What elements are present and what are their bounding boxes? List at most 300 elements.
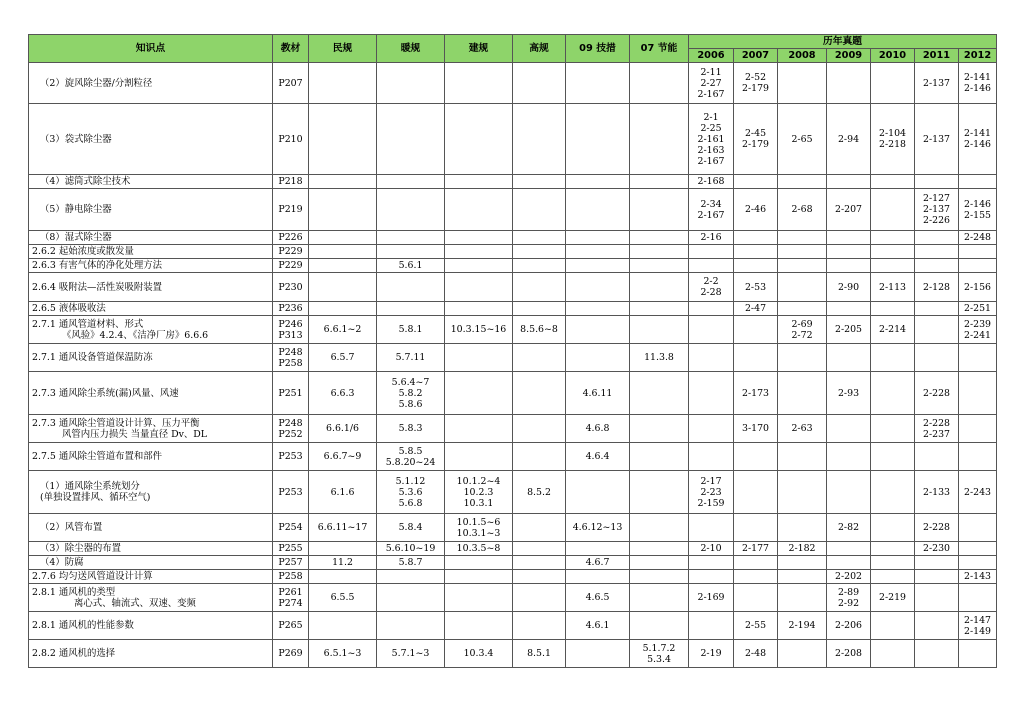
cell-line: 2.6.2 起始浓度或散发量 xyxy=(32,246,134,257)
year-2012-cell xyxy=(959,63,997,104)
year-2009-cell xyxy=(827,189,871,231)
year-2008-cell xyxy=(778,514,827,542)
cell-line: （4）防腐 xyxy=(40,557,84,568)
cell-line: （3）袋式除尘器 xyxy=(40,133,112,145)
year-2008-cell xyxy=(778,612,827,640)
table-row xyxy=(29,344,997,372)
year-2007-cell xyxy=(734,231,778,245)
jiangui-cell xyxy=(445,415,513,443)
cell-line: 5.6.8 xyxy=(398,497,423,509)
gaogui-cell xyxy=(513,245,566,259)
year-2012-cell xyxy=(959,570,997,584)
cell-line: 2-46 xyxy=(744,204,767,215)
cell-line: 2-137 xyxy=(922,204,951,215)
cell-line: 5.8.3 xyxy=(398,423,423,434)
cell-line: 离心式、轴流式、双速、变频 xyxy=(74,597,196,609)
year-2009-cell xyxy=(827,570,871,584)
jieneng07-cell xyxy=(630,302,689,316)
year-2008-cell xyxy=(778,104,827,175)
jiangui-cell xyxy=(445,316,513,344)
cell-line: 2-167 xyxy=(697,209,725,221)
year-2006-cell xyxy=(689,273,734,302)
cell-line: 2-34 xyxy=(700,198,722,210)
jiangui-cell xyxy=(445,640,513,668)
topic-cell xyxy=(29,443,273,471)
cell-line: 2-194 xyxy=(788,620,816,631)
cell-line: 5.3.4 xyxy=(647,653,671,665)
year-2010-cell xyxy=(871,443,915,471)
year-2009-cell xyxy=(827,640,871,668)
table-body xyxy=(29,63,997,668)
year-2007-cell xyxy=(734,443,778,471)
cell-line: 2-133 xyxy=(922,486,951,498)
col-header-year: 2006 xyxy=(689,49,734,63)
year-2011-cell xyxy=(915,189,959,231)
gaogui-cell xyxy=(513,514,566,542)
year-2007-cell xyxy=(734,471,778,514)
year-2011-cell xyxy=(915,259,959,273)
jicuo09-cell xyxy=(566,189,630,231)
textbook-cell xyxy=(273,443,309,471)
minggui-cell xyxy=(309,471,377,514)
jieneng07-cell xyxy=(630,316,689,344)
jieneng07-cell xyxy=(630,189,689,231)
cell-line: 2-65 xyxy=(791,133,813,145)
jieneng07-cell xyxy=(630,259,689,273)
col-header-gaogui: 高规 xyxy=(513,35,566,63)
col-header-textbook: 教材 xyxy=(273,35,309,63)
year-2006-cell xyxy=(689,344,734,372)
cell-line: 2-167 xyxy=(697,88,725,100)
year-2010-cell xyxy=(871,471,915,514)
year-2008-cell xyxy=(778,415,827,443)
year-2010-cell xyxy=(871,584,915,612)
cell-line: 2.8.1 通风机的性能参数 xyxy=(32,620,134,631)
cell-line: 2-228 xyxy=(922,522,951,533)
year-2010-cell xyxy=(871,231,915,245)
minggui-cell xyxy=(309,63,377,104)
year-2012-cell xyxy=(959,584,997,612)
year-2008-cell xyxy=(778,640,827,668)
year-2007-cell xyxy=(734,273,778,302)
year-2007-cell xyxy=(734,104,778,175)
cell-line: 2-47 xyxy=(744,303,767,314)
cell-line: 5.1.7.2 xyxy=(642,642,676,654)
topic-cell xyxy=(29,415,273,443)
cell-line: P226 xyxy=(278,232,303,243)
cell-line: 风管内压力损失 当量直径 Dv、DL xyxy=(62,428,208,440)
cell-line: P252 xyxy=(278,428,303,440)
nuangui-cell xyxy=(377,175,445,189)
year-2009-cell xyxy=(827,231,871,245)
gaogui-cell xyxy=(513,542,566,556)
year-2011-cell xyxy=(915,344,959,372)
cell-line: 2-92 xyxy=(837,597,860,609)
jiangui-cell xyxy=(445,231,513,245)
cell-line: 2-89 xyxy=(837,586,860,598)
year-2010-cell xyxy=(871,612,915,640)
year-2008-cell xyxy=(778,245,827,259)
year-2011-cell xyxy=(915,273,959,302)
jieneng07-cell xyxy=(630,231,689,245)
topic-cell xyxy=(29,584,273,612)
cell-line: 2-2 xyxy=(703,276,719,287)
cell-line: P229 xyxy=(278,260,303,271)
topic-cell xyxy=(29,612,273,640)
table-row xyxy=(29,259,997,273)
col-header-year: 2010 xyxy=(871,49,915,63)
cell-line: 2-218 xyxy=(878,139,907,150)
cell-line: 2-241 xyxy=(964,329,992,341)
cell-line: 2-167 xyxy=(697,155,725,167)
year-2010-cell xyxy=(871,259,915,273)
minggui-cell xyxy=(309,443,377,471)
cell-line: 5.1.12 xyxy=(395,475,426,487)
jiangui-cell xyxy=(445,556,513,570)
year-2012-cell xyxy=(959,415,997,443)
year-2008-cell xyxy=(778,302,827,316)
cell-line: 2-143 xyxy=(964,571,992,582)
cell-line: P230 xyxy=(278,281,303,293)
cell-line: 2-239 xyxy=(964,318,992,330)
cell-line: 2-149 xyxy=(964,625,992,637)
cell-line: 《风验》4.2.4、《洁净厂房》6.6.6 xyxy=(62,329,209,341)
table-row xyxy=(29,584,997,612)
year-2007-cell xyxy=(734,542,778,556)
gaogui-cell xyxy=(513,471,566,514)
cell-line: P253 xyxy=(278,486,303,498)
jiangui-cell xyxy=(445,175,513,189)
year-2007-cell xyxy=(734,63,778,104)
textbook-cell xyxy=(273,514,309,542)
jicuo09-cell xyxy=(566,640,630,668)
col-header-jieneng07: 07 节能 xyxy=(630,35,689,63)
cell-line: 2-159 xyxy=(697,497,725,509)
year-2007-cell xyxy=(734,175,778,189)
year-2006-cell xyxy=(689,259,734,273)
cell-line: P210 xyxy=(278,133,303,145)
gaogui-cell xyxy=(513,372,566,415)
cell-line: 5.8.2 xyxy=(398,387,423,399)
nuangui-cell xyxy=(377,570,445,584)
cell-line: 2-141 xyxy=(964,128,992,139)
topic-cell xyxy=(29,344,273,372)
table-row xyxy=(29,471,997,514)
cell-line: P255 xyxy=(278,543,303,554)
cell-line: 5.6.4~7 xyxy=(391,376,430,388)
year-2009-cell xyxy=(827,471,871,514)
cell-line: 2-25 xyxy=(700,122,722,134)
year-2007-cell xyxy=(734,316,778,344)
textbook-cell xyxy=(273,570,309,584)
year-2010-cell xyxy=(871,175,915,189)
col-header-year: 2009 xyxy=(827,49,871,63)
textbook-cell xyxy=(273,612,309,640)
year-2011-cell xyxy=(915,372,959,415)
gaogui-cell xyxy=(513,570,566,584)
jieneng07-cell xyxy=(630,175,689,189)
year-2008-cell xyxy=(778,259,827,273)
cell-line: P269 xyxy=(278,648,303,659)
jiangui-cell xyxy=(445,443,513,471)
year-2012-cell xyxy=(959,542,997,556)
cell-line: 5.8.20~24 xyxy=(385,456,436,468)
jiangui-cell xyxy=(445,612,513,640)
nuangui-cell xyxy=(377,612,445,640)
cell-line: 10.1.5~6 xyxy=(456,516,501,528)
year-2012-cell xyxy=(959,302,997,316)
cell-line: （2）旋风除尘器/分割粒径 xyxy=(40,77,153,89)
cell-line: 2-11 xyxy=(700,66,722,78)
cell-line: 2-230 xyxy=(922,543,951,554)
jiangui-cell xyxy=(445,344,513,372)
table-row xyxy=(29,273,997,302)
table-row xyxy=(29,542,997,556)
year-2010-cell xyxy=(871,316,915,344)
year-2012-cell xyxy=(959,514,997,542)
jicuo09-cell xyxy=(566,245,630,259)
year-2011-cell xyxy=(915,612,959,640)
topic-cell xyxy=(29,372,273,415)
minggui-cell xyxy=(309,415,377,443)
year-2010-cell xyxy=(871,514,915,542)
year-2012-cell xyxy=(959,104,997,175)
year-2007-cell xyxy=(734,415,778,443)
year-2010-cell xyxy=(871,415,915,443)
topic-cell xyxy=(29,570,273,584)
col-header-year: 2011 xyxy=(915,49,959,63)
cell-line: 2.7.1 通风设备管道保温防冻 xyxy=(32,352,153,363)
year-2012-cell xyxy=(959,344,997,372)
year-2007-cell xyxy=(734,245,778,259)
cell-line: 4.6.1 xyxy=(585,620,610,631)
year-2008-cell xyxy=(778,570,827,584)
jicuo09-cell xyxy=(566,104,630,175)
year-2007-cell xyxy=(734,640,778,668)
textbook-cell xyxy=(273,63,309,104)
gaogui-cell xyxy=(513,302,566,316)
topic-cell xyxy=(29,556,273,570)
jicuo09-cell xyxy=(566,556,630,570)
year-2008-cell xyxy=(778,189,827,231)
year-2007-cell xyxy=(734,189,778,231)
minggui-cell xyxy=(309,104,377,175)
cell-line: 2-94 xyxy=(837,133,860,145)
gaogui-cell xyxy=(513,273,566,302)
year-2006-cell xyxy=(689,612,734,640)
cell-line: 2-45 xyxy=(744,128,767,139)
table-row xyxy=(29,231,997,245)
jieneng07-cell xyxy=(630,344,689,372)
cell-line: 6.5.5 xyxy=(330,592,355,603)
nuangui-cell xyxy=(377,302,445,316)
cell-line: 2-214 xyxy=(878,324,907,335)
year-2011-cell xyxy=(915,302,959,316)
cell-line: 10.1.2~4 xyxy=(456,475,501,487)
cell-line: 10.3.5~8 xyxy=(456,543,501,554)
cell-line: P248 xyxy=(278,417,303,429)
year-2008-cell xyxy=(778,471,827,514)
table-row xyxy=(29,556,997,570)
cell-line: P265 xyxy=(278,620,303,631)
nuangui-cell xyxy=(377,471,445,514)
topic-cell xyxy=(29,63,273,104)
topic-cell xyxy=(29,104,273,175)
year-2007-cell xyxy=(734,556,778,570)
cell-line: 10.2.3 xyxy=(463,486,494,498)
year-2010-cell xyxy=(871,273,915,302)
jicuo09-cell xyxy=(566,514,630,542)
textbook-cell xyxy=(273,259,309,273)
cell-line: （3）除尘器的布置 xyxy=(40,543,121,554)
textbook-cell xyxy=(273,302,309,316)
jiangui-cell xyxy=(445,542,513,556)
jiangui-cell xyxy=(445,63,513,104)
textbook-cell xyxy=(273,344,309,372)
year-2007-cell xyxy=(734,584,778,612)
cell-line: 2-90 xyxy=(837,281,860,293)
minggui-cell xyxy=(309,344,377,372)
cell-line: 6.6.11~17 xyxy=(317,522,368,533)
cell-line: 2-155 xyxy=(964,209,992,221)
jiangui-cell xyxy=(445,245,513,259)
minggui-cell xyxy=(309,542,377,556)
cell-line: （8）湿式除尘器 xyxy=(40,232,112,243)
col-header-nuangui: 暖规 xyxy=(377,35,445,63)
cell-line: 2-23 xyxy=(700,486,722,498)
year-2010-cell xyxy=(871,63,915,104)
cell-line: P274 xyxy=(278,597,303,609)
cell-line: 2-163 xyxy=(697,144,725,156)
cell-line: 5.8.7 xyxy=(398,557,423,568)
cell-line: 2-147 xyxy=(964,614,992,626)
jiangui-cell xyxy=(445,372,513,415)
jicuo09-cell xyxy=(566,443,630,471)
gaogui-cell xyxy=(513,231,566,245)
year-2009-cell xyxy=(827,514,871,542)
year-2006-cell xyxy=(689,584,734,612)
year-2009-cell xyxy=(827,415,871,443)
cell-line: 2-179 xyxy=(741,83,770,94)
col-header-jicuo09: 09 技措 xyxy=(566,35,630,63)
cell-line: 8.5.1 xyxy=(527,648,551,659)
year-2011-cell xyxy=(915,63,959,104)
year-2011-cell xyxy=(915,316,959,344)
cell-line: 2-146 xyxy=(964,198,992,210)
year-2009-cell xyxy=(827,344,871,372)
jiangui-cell xyxy=(445,189,513,231)
table-row xyxy=(29,189,997,231)
jicuo09-cell xyxy=(566,231,630,245)
cell-line: 2-237 xyxy=(922,428,951,440)
jicuo09-cell xyxy=(566,302,630,316)
nuangui-cell xyxy=(377,443,445,471)
table-row xyxy=(29,443,997,471)
gaogui-cell xyxy=(513,556,566,570)
cell-line: P219 xyxy=(278,204,303,215)
year-2011-cell xyxy=(915,415,959,443)
nuangui-cell xyxy=(377,415,445,443)
year-2007-cell xyxy=(734,302,778,316)
minggui-cell xyxy=(309,570,377,584)
year-2012-cell xyxy=(959,231,997,245)
topic-cell xyxy=(29,302,273,316)
year-2006-cell xyxy=(689,640,734,668)
topic-cell xyxy=(29,542,273,556)
year-2011-cell xyxy=(915,231,959,245)
gaogui-cell xyxy=(513,316,566,344)
textbook-cell xyxy=(273,415,309,443)
year-2012-cell xyxy=(959,259,997,273)
nuangui-cell xyxy=(377,556,445,570)
cell-line: 10.3.1~3 xyxy=(456,527,501,539)
year-2008-cell xyxy=(778,556,827,570)
cell-line: 2-82 xyxy=(837,522,860,533)
year-2011-cell xyxy=(915,514,959,542)
table-row xyxy=(29,570,997,584)
minggui-cell xyxy=(309,612,377,640)
year-2012-cell xyxy=(959,556,997,570)
minggui-cell xyxy=(309,584,377,612)
topic-cell xyxy=(29,273,273,302)
cell-line: P258 xyxy=(278,357,303,369)
cell-line: 2-1 xyxy=(703,111,719,123)
year-2010-cell xyxy=(871,372,915,415)
year-2010-cell xyxy=(871,556,915,570)
year-2011-cell xyxy=(915,471,959,514)
cell-line: 2-17 xyxy=(700,475,722,487)
topic-cell xyxy=(29,189,273,231)
nuangui-cell xyxy=(377,316,445,344)
cell-line: P251 xyxy=(278,387,303,399)
cell-line: 2-52 xyxy=(744,72,767,83)
nuangui-cell xyxy=(377,584,445,612)
cell-line: 5.6.10~19 xyxy=(385,543,436,554)
gaogui-cell xyxy=(513,584,566,612)
cell-line: P254 xyxy=(278,522,303,533)
cell-line: （4）滤筒式除尘技术 xyxy=(40,176,131,187)
year-2009-cell xyxy=(827,245,871,259)
table-row xyxy=(29,640,997,668)
gaogui-cell xyxy=(513,344,566,372)
minggui-cell xyxy=(309,231,377,245)
year-2011-cell xyxy=(915,640,959,668)
cell-line: 2-137 xyxy=(922,77,951,89)
cell-line: P246 xyxy=(278,318,303,330)
cell-line: 2-48 xyxy=(744,648,767,659)
year-2011-cell xyxy=(915,104,959,175)
minggui-cell xyxy=(309,245,377,259)
cell-line: 2-156 xyxy=(964,281,992,293)
topic-cell xyxy=(29,175,273,189)
cell-line: 4.6.5 xyxy=(585,592,610,603)
topic-cell xyxy=(29,259,273,273)
cell-line: 2-219 xyxy=(878,592,907,603)
year-2012-cell xyxy=(959,372,997,415)
cell-line: 5.8.1 xyxy=(398,324,423,335)
cell-line: P229 xyxy=(278,246,303,257)
jiangui-cell xyxy=(445,104,513,175)
cell-line: 2-128 xyxy=(922,281,951,293)
jieneng07-cell xyxy=(630,372,689,415)
minggui-cell xyxy=(309,316,377,344)
year-2006-cell xyxy=(689,415,734,443)
gaogui-cell xyxy=(513,612,566,640)
year-2008-cell xyxy=(778,175,827,189)
cell-line: 2-206 xyxy=(834,620,863,631)
year-2006-cell xyxy=(689,570,734,584)
minggui-cell xyxy=(309,273,377,302)
